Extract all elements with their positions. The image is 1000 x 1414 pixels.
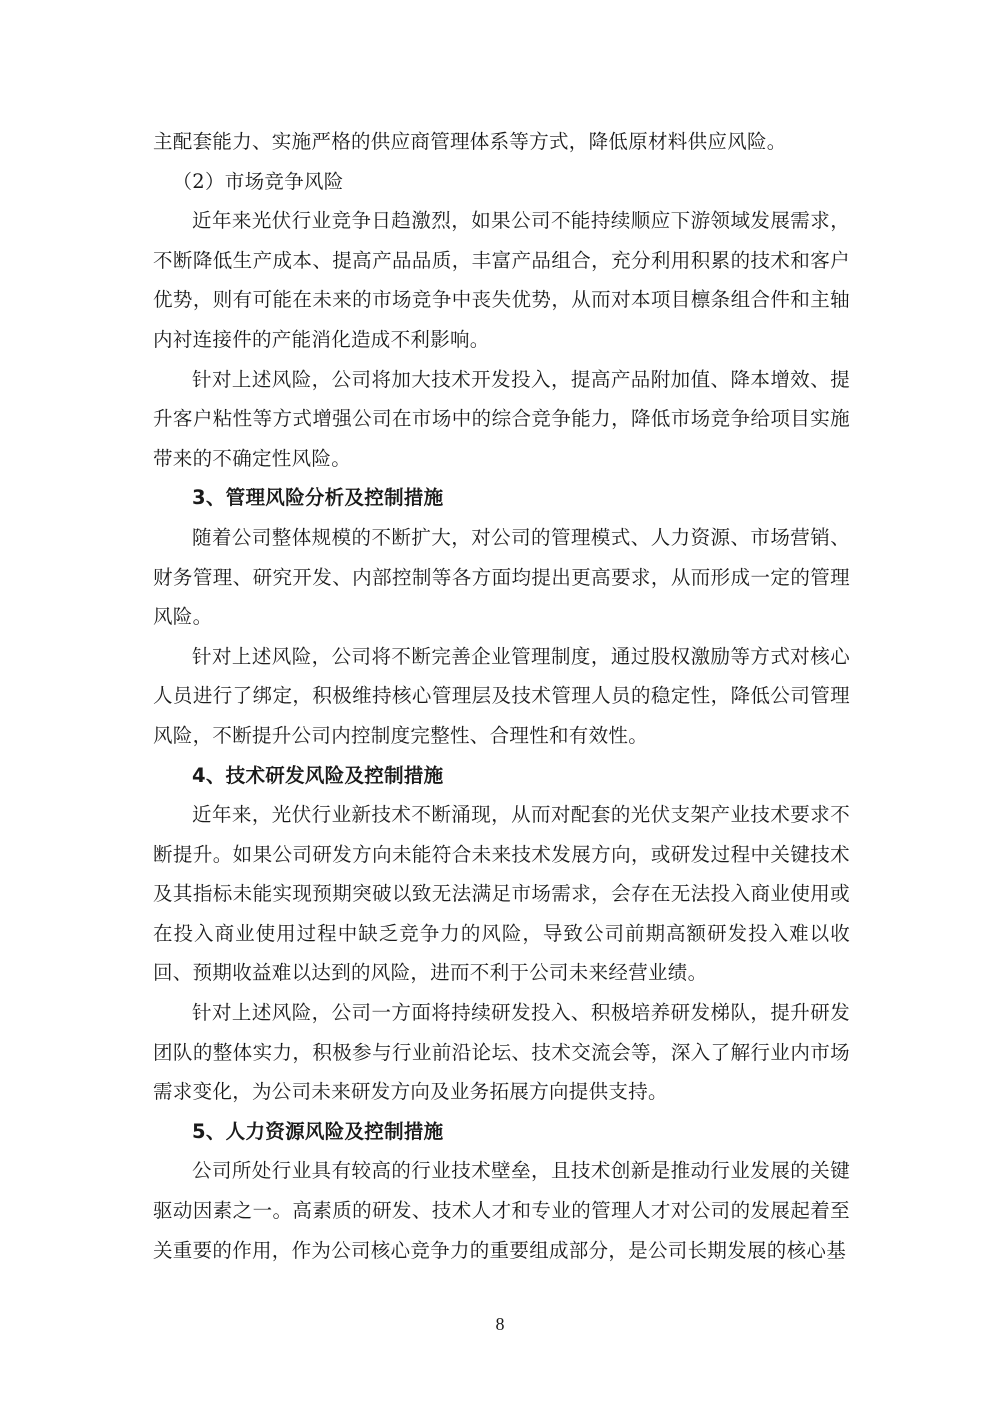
heading-management-risk: 3、管理风险分析及控制措施 xyxy=(192,486,444,510)
paragraph-market-risk-description: 近年来光伏行业竞争日趋激烈，如果公司不能持续顺应下游领域发展需求，不断降低生产成本、提高产品品质，丰富产品组合，充分利用积累的技术和客户优势，则有可能在未来的市场竞争中丧失优势，从而对本项目檩条组合件和主轴内衬连接件的产能消化造成不利影响。 xyxy=(153,209,850,351)
paragraph-supply-risk-tail: 主配套能力、实施严格的供应商管理体系等方式，降低原材料供应风险。 xyxy=(153,130,787,153)
page-number: 8 xyxy=(495,1314,505,1334)
heading-human-resources-risk: 5、人力资源风险及控制措施 xyxy=(192,1119,444,1143)
paragraph-management-risk-measures: 针对上述风险，公司将不断完善企业管理制度，通过股权激励等方式对核心人员进行了绑定，积极维持核心管理层及技术管理人员的稳定性，降低公司管理风险，不断提升公司内控制度完整性、合理性和有效性。 xyxy=(153,644,850,747)
heading-technology-rd-risk: 4、技术研发风险及控制措施 xyxy=(192,763,444,787)
paragraph-management-risk-description: 随着公司整体规模的不断扩大，对公司的管理模式、人力资源、市场营销、财务管理、研究开发、内部控制等各方面均提出更高要求，从而形成一定的管理风险。 xyxy=(153,525,850,629)
paragraph-human-resources-risk-description: 公司所处行业具有较高的行业技术壁垒，且技术创新是推动行业发展的关键驱动因素之一。高素质的研发、技术人才和专业的管理人才对公司的发展起着至关重要的作用，作为公司核心竞争力的重要组成部分，是公司长期发展的核心基 xyxy=(153,1159,850,1262)
paragraph-technology-risk-description: 近年来，光伏行业新技术不断涌现，从而对配套的光伏支架产业技术要求不断提升。如果公司研发方向未能符合未来技术发展方向，或研发过程中关键技术及其指标未能实现预期突破以致无法满足市场需求，会存在无法投入商业使用或在投入商业使用过程中缺乏竞争力的风险，导致公司前期高额研发投入难以收回、预期收益难以达到的风险，进而不利于公司未来经营业绩。 xyxy=(153,803,850,985)
paragraph-technology-risk-measures: 针对上述风险，公司一方面将持续研发投入、积极培养研发梯队，提升研发团队的整体实力，积极参与行业前沿论坛、技术交流会等，深入了解行业内市场需求变化，为公司未来研发方向及业务拓展方向提供支持。 xyxy=(153,1001,850,1104)
subheading-market-competition-risk: （2）市场竞争风险 xyxy=(172,169,344,193)
paragraph-market-risk-measures: 针对上述风险，公司将加大技术开发投入，提高产品附加值、降本增效、提升客户粘性等方式增强公司在市场中的综合竞争能力，降低市场竞争给项目实施带来的不确定性风险。 xyxy=(153,367,850,470)
document-body xyxy=(153,122,850,1270)
